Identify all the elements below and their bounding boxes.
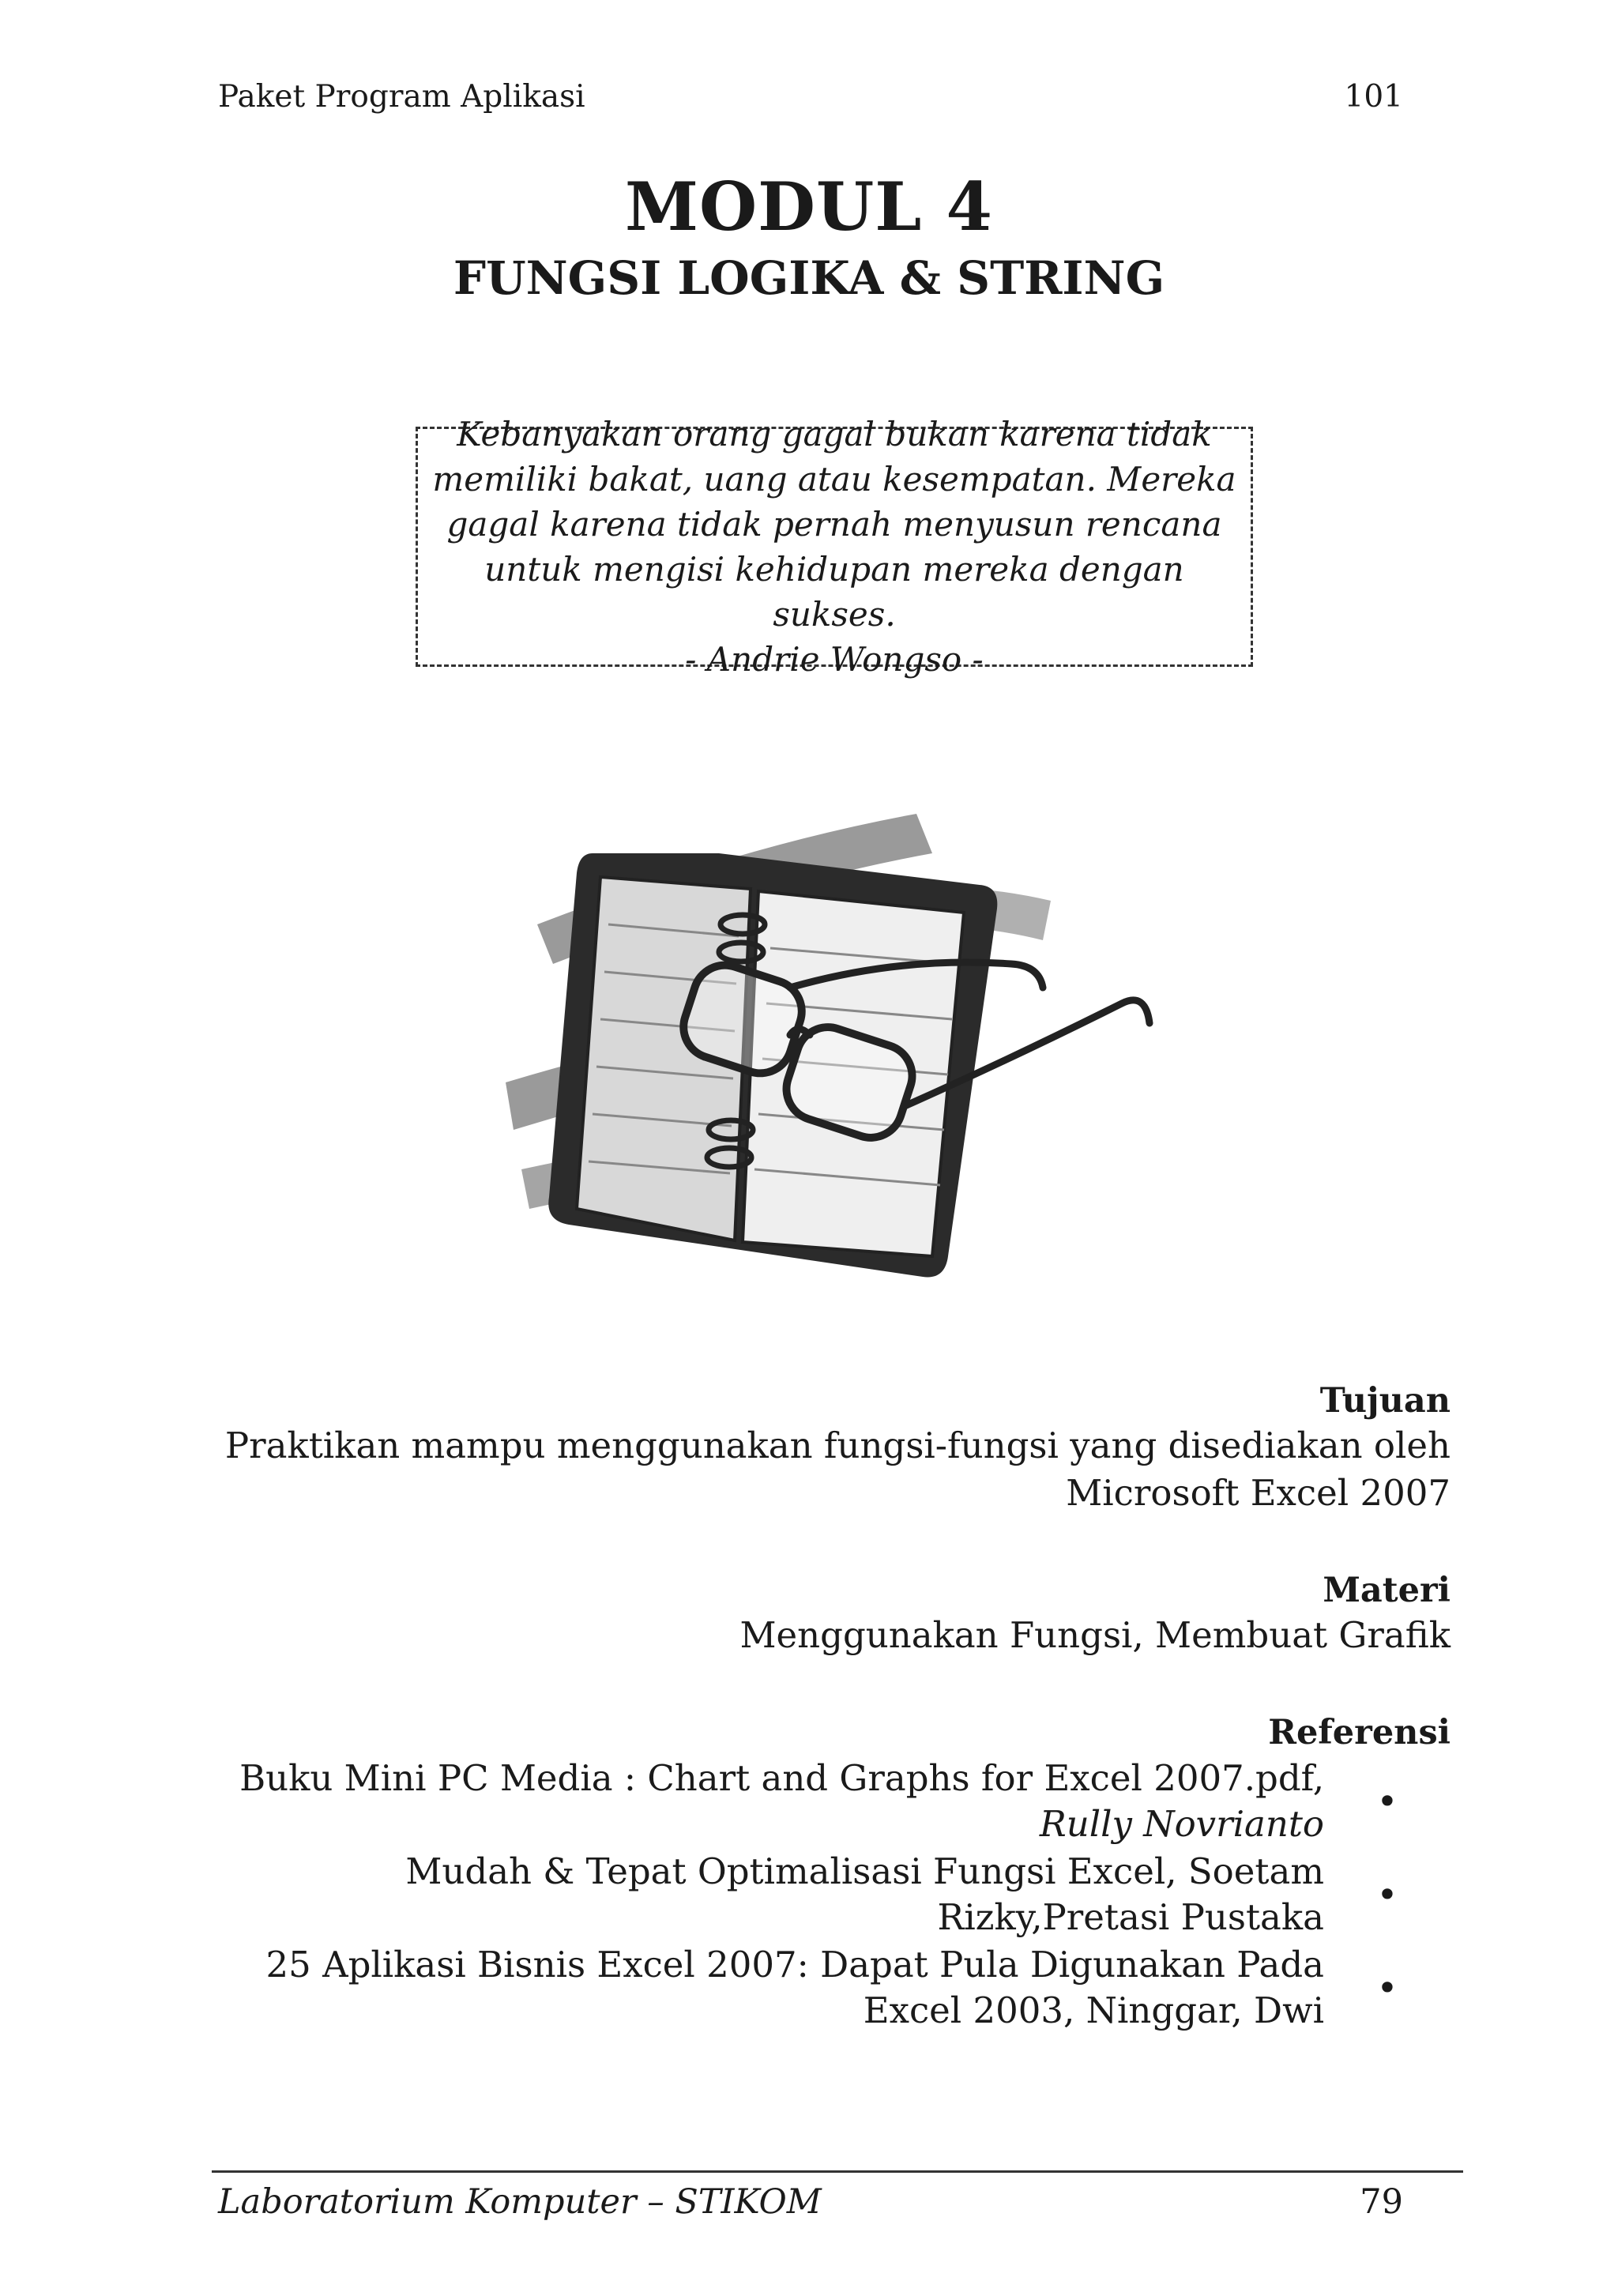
- planner-with-glasses-icon: [506, 798, 1169, 1304]
- list-item: [186, 1756, 1451, 1847]
- reference-text: [239, 1756, 1324, 1847]
- footer-divider: [212, 2170, 1463, 2173]
- list-item: [186, 1849, 1451, 1940]
- module-subtitle: FUNGSI LOGIKA & STRING: [453, 251, 1165, 305]
- footer-page-number: 79: [1360, 2182, 1403, 2222]
- running-header: Paket Program Aplikasi: [218, 79, 585, 115]
- reference-text: [405, 1849, 1324, 1940]
- materi-heading: Materi: [1323, 1571, 1451, 1610]
- list-item: [186, 1942, 1451, 2034]
- bullet-icon: •: [1376, 1967, 1398, 2009]
- footer-text: Laboratorium Komputer – STIKOM: [218, 2182, 822, 2222]
- module-title: MODUL 4: [624, 167, 993, 246]
- reference-author: Excel 2003, Ninggar, Dwi: [863, 1989, 1324, 2031]
- quote-line: gagal karena tidak pernah menyusun rencana: [446, 505, 1222, 544]
- reference-title: 25 Aplikasi Bisnis Excel 2007: Dapat Pula Digunakan Pada: [265, 1944, 1324, 1985]
- tujuan-line: Praktikan mampu menggunakan fungsi-fungsi yang disediakan oleh: [224, 1425, 1451, 1466]
- reference-list: [186, 1756, 1451, 2035]
- tujuan-text: [225, 1422, 1451, 1517]
- tujuan-line: Microsoft Excel 2007: [1066, 1472, 1451, 1514]
- quote-line: Kebanyakan orang gagal bukan karena tidak: [457, 415, 1212, 454]
- quote-line: untuk mengisi kehidupan mereka dengan sukses.: [484, 550, 1184, 634]
- quote-author: - Andrie Wongso -: [685, 640, 984, 679]
- quote-line: memiliki bakat, uang atau kesempatan. Mereka: [432, 460, 1236, 499]
- quote-box: [416, 415, 1253, 679]
- referensi-heading: Referensi: [1268, 1713, 1451, 1752]
- reference-author: Rizky,Pretasi Pustaka: [937, 1896, 1324, 1938]
- tujuan-heading: Tujuan: [1319, 1381, 1451, 1421]
- materi-text: Menggunakan Fungsi, Membuat Grafik: [739, 1614, 1451, 1656]
- reference-author: Rully Novrianto: [1039, 1803, 1324, 1845]
- reference-title: Mudah & Tepat Optimalisasi Fungsi Excel, Soetam: [405, 1850, 1324, 1892]
- reference-title: Buku Mini PC Media : Chart and Graphs for Excel 2007.pdf,: [239, 1757, 1324, 1799]
- bullet-icon: •: [1376, 1873, 1398, 1916]
- header-page-number: 101: [1344, 79, 1403, 115]
- reference-text: [266, 1942, 1325, 2034]
- bullet-icon: •: [1376, 1780, 1398, 1823]
